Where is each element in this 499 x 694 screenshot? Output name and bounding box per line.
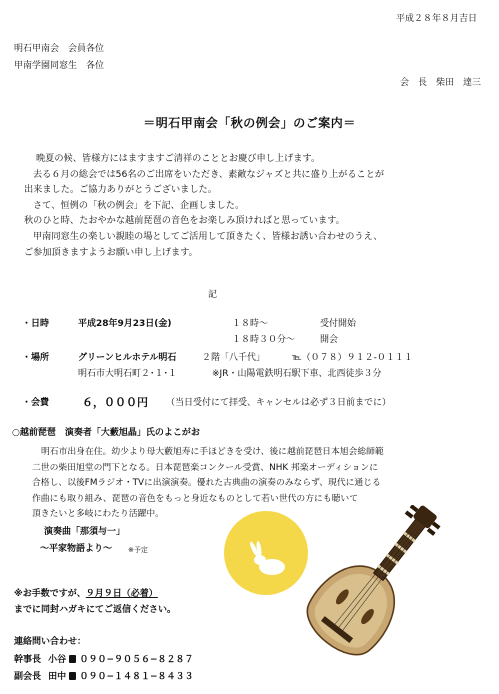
piece-title: 演奏曲「那須与一」 xyxy=(44,527,126,537)
schedule-time-1: １８時〜 xyxy=(232,319,269,329)
venue-floor: ２階「八千代」 xyxy=(202,353,266,363)
ki-heading: 記 xyxy=(208,290,218,300)
greeting-line: 出来ました。ご協力ありがとうございました。 xyxy=(24,184,217,196)
venue-address: 明石市大明石町２･１･１ xyxy=(78,369,178,379)
schedule-date: 平成28年9月23日(金) xyxy=(78,319,172,329)
bio-line: 明石市出身在住。幼少より母大藪旭寿に手ほどきを受け、後に越前琵琶日本旭会総師範 xyxy=(41,447,384,457)
schedule-label: ・日時 xyxy=(22,319,50,329)
schedule-time-2: １８時３０分〜 xyxy=(232,335,296,345)
fee-note: （当日受付にて拝受、キャンセルは必ず３日前までに） xyxy=(166,398,392,408)
contact-row xyxy=(14,655,194,667)
bio-line: 二世の柴田旭堂の門下となる。日本琵琶楽コンクール受賞、NHK 邦楽オーディションに xyxy=(32,462,379,473)
piece-note: ※予定 xyxy=(128,546,148,554)
fee-label: ・会費 xyxy=(22,398,50,408)
schedule-event-1: 受付開始 xyxy=(320,319,357,329)
moon-icon xyxy=(224,511,308,595)
greeting-line: 去る６月の総会では56名のご出席をいただき、素敵なジャズと共に盛り上がることが xyxy=(33,168,385,180)
contact-name: 田中 xyxy=(48,672,67,682)
contact-row xyxy=(14,672,194,684)
greeting-line: 甲南同窓生の楽しい親睦の場としてご活用して頂きたく、皆様お誘い合わせのうえ、 xyxy=(33,230,383,242)
greeting-line: 晩夏の候、皆様方にはますますご清祥のこととお慶び申し上げます。 xyxy=(36,153,321,164)
recipient-line-2: 甲南学園同窓生 各位 xyxy=(14,61,105,71)
fee-amount: ６，０００円 xyxy=(82,396,148,409)
biwa-icon xyxy=(296,505,462,667)
rsvp-prefix: ※お手数ですが、 xyxy=(14,589,86,599)
greeting-line: ご参加頂きますようお願い申し上げます。 xyxy=(24,246,198,258)
rsvp-deadline: ９月９日（必着） xyxy=(85,589,158,599)
performer-heading: ○越前琵琶 演奏者「大藪旭晶」氏のよこがお xyxy=(12,428,200,438)
venue-name: グリーンヒルホテル明石 xyxy=(78,353,177,363)
venue-access: ※JR・山陽電鉄明石駅下車、北西徒歩３分 xyxy=(212,369,382,379)
greeting-body xyxy=(24,151,484,260)
recipient-line-1: 明石甲南会 会員各位 xyxy=(14,44,105,54)
contact-name: 小谷 xyxy=(48,655,67,665)
contact-role: 副会長 xyxy=(14,672,42,682)
bio-line: 頂きたいと多岐にわたり活躍中。 xyxy=(32,509,164,520)
venue-tel: ℡（０７８）９１２-０１１１ xyxy=(292,353,413,363)
rsvp-line-2: までに同封ハガキにてご返信ください。 xyxy=(14,605,177,615)
bio-line: 合格し、以後FMラジオ・TVに出演演奏。優れた古典曲の演奏のみならず、現代に通じる xyxy=(32,478,381,489)
contact-phone: ０９０−１４８１−８４３３ xyxy=(79,672,194,682)
contact-role: 幹事長 xyxy=(14,655,42,665)
contact-phone: ０９０−９０５６−８２８７ xyxy=(79,655,194,665)
contact-heading: 連絡問い合わせ： xyxy=(14,637,87,647)
sender-name: 会 長 柴田 達三 xyxy=(399,78,481,88)
greeting-line: さて、恒例の「秋の例会」を下記、企画しました。 xyxy=(33,199,245,211)
greeting-line: 秋のひと時、たおやかな越前琵琶の音色をお楽しみ頂ければと思っています。 xyxy=(24,215,345,227)
moon-biwa-illustration xyxy=(222,505,492,685)
phone-icon xyxy=(69,672,76,680)
page-title: ＝明石甲南会「秋の例会」のご案内＝ xyxy=(143,116,356,130)
rsvp-line-1 xyxy=(14,589,158,601)
schedule-event-2: 開会 xyxy=(320,335,339,345)
piece-subtitle: 〜平家物語より〜 xyxy=(40,544,113,554)
issue-date: 平成２８年８月吉日 xyxy=(395,14,477,24)
phone-icon xyxy=(69,655,76,663)
bio-line: 作曲にも取り組み、琵琶の音色をもっと身近なものとして若い世代の方にも聴いて xyxy=(32,493,359,504)
venue-label: ・場所 xyxy=(22,353,50,363)
